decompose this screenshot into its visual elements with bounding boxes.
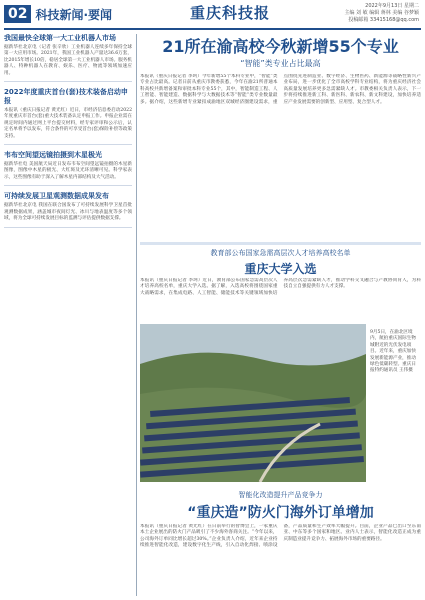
left-column bbox=[4, 34, 132, 596]
left-article bbox=[4, 88, 132, 145]
main-content bbox=[140, 34, 421, 596]
newspaper-masthead: 重庆科技报 bbox=[190, 4, 271, 22]
left-article-body: 据新华社北京电 我国在联合国发布了可持续发展科学卫星首批观测数据成果，涵盖城市夜间灯光、冰川与地表温度等多个领域，将为全球可持续发展目标的监测与评估提供数据支撑。 bbox=[4, 203, 132, 222]
editor-credits: 主编 刘 敏 编辑 蒋林 美编 谷梦颖 bbox=[344, 10, 419, 16]
solar-farm-photo bbox=[140, 324, 366, 482]
header-meta bbox=[299, 3, 419, 24]
section-banner bbox=[140, 242, 421, 245]
third-article-title[interactable]: “重庆造”防火门海外订单增加 bbox=[187, 505, 374, 521]
third-article-body: 本报讯（重庆日报记者 黄光红）在日前举行的智博会上，一家重庆本土企业展出的防火门产品吸引了不少海外客商关注。“今年以来，公司海外订单同比增长超过30%。”企业负责人介绍，近年来企业持续推进智能化改造，建设数字化生产线，引入自动化焊接、喷涂设备，产品质量和生产效率大幅提升。目前，企业产品已出口至东南亚、中东等多个国家和地区。业内人士表示，智能化改造正成为重庆制造业提升竞争力、拓展海外市场的重要路径。 bbox=[140, 524, 421, 549]
left-article bbox=[4, 34, 132, 82]
left-article-body: 据新华社电 美国航天局近日发布韦布空间望远镜拍摄的木星新图像，图像中木星的极光、大红斑及光环清晰可见。科学家表示，这些图像有助于深入了解木星内部结构及大气活动。 bbox=[4, 162, 132, 180]
column-divider bbox=[136, 34, 137, 596]
second-article-kicker: 教育部公布国家急需高层次人才培养高校名单 bbox=[210, 249, 351, 257]
left-article-body: 本报讯（重庆日报记者 黄光红）近日，市经济信息委启动2022年度重庆市首台(套)重大技术装备认定申报工作。申报企业需在规定时间内通过网上平台提交材料，经专家评审和公示后，认定名单将予以发布，符合条件的可享受首台(套)保险补偿等政策支持。 bbox=[4, 108, 132, 139]
lead-article-body: 本报讯（重庆日报记者 李珂）今年新增55个本科专业中，“智能”类专业占比最高。记者日前从重庆市教委获悉，今年在渝21所普通本科高校共新增备案和审批本科专业55个，其中，智能制造工程、人工智能、智能建造、数据科学与大数据技术等“智能”类专业数量最多。据介绍，这些新增专业紧扣成渝地区双城经济圈建设需求，重点围绕先进制造业、数字经济、生物医药、新能源等战略性新兴产业布局，进一步优化了全市高校学科专业结构，将为重庆经济社会高质量发展培养更多急需紧缺人才。市教委相关负责人表示，下一步将持续推进新工科、新医科、新农科、新文科建设，加快培养适应产业发展需要的创新型、应用型、复合型人才。 bbox=[140, 74, 421, 105]
left-article bbox=[4, 151, 132, 186]
lead-article-title[interactable]: 21所在渝高校今秋新增55个专业 bbox=[162, 37, 399, 56]
contact-email: 投稿邮箱 33415168@qq.com bbox=[348, 17, 419, 23]
section-title: 科技新闻·要闻 bbox=[35, 7, 113, 22]
left-article-title[interactable]: 韦布空间望远镜拍摄到木星极光 bbox=[4, 151, 102, 160]
left-article bbox=[4, 192, 132, 227]
left-article-body: 据新华社北京电（记者 张辛欣）工业机器人连续多年保持全球第一大应用市场。2021年，我国工业机器人产量达36.6万套，比2015年增长10倍，稳居全球第一大工业机器人市场。服务机器人、特种机器人在教育、娱乐、医疗、物流等领域加速应用。 bbox=[4, 45, 132, 76]
second-article-title[interactable]: 重庆大学入选 bbox=[244, 262, 317, 276]
left-article-title[interactable]: 可持续发展卫星观测数据成果发布 bbox=[4, 192, 109, 201]
left-article-title[interactable]: 2022年度重庆首台(套)技术装备启动申报 bbox=[4, 88, 128, 106]
page-label bbox=[4, 4, 112, 24]
page-number: 02 bbox=[4, 5, 31, 23]
photo-caption: 9月5日，在渝北区境内，航拍重庆国际生物城附近的光伏发电项目。近年来，重庆加快发展新能源产业，推动绿色低碳转型。重庆日报特约通讯员 王伟摄 bbox=[370, 330, 416, 374]
lead-article-subtitle: “智能”类专业占比最高 bbox=[240, 59, 321, 68]
second-article-body: 本报讯（重庆日报记者 李珂）近日，教育部公布国家急需高层次人才培养高校名单，重庆大学入选。据了解，入选高校将围绕国家重大战略需求，在集成电路、人工智能、储能技术等关键领域加快培养高层次急需紧缺人才，推动学科交叉融合与产教协同育人，为科技自立自强提供有力人才支撑。 bbox=[140, 278, 421, 296]
header-rule bbox=[4, 28, 421, 30]
left-article-title[interactable]: 我国最快全球第一大工业机器人市场 bbox=[4, 34, 116, 42]
issue-date: 2022年9月13日 星期二 bbox=[365, 3, 419, 9]
solar-farm-image bbox=[140, 324, 366, 482]
third-article-kicker: 智能化改造提升产品竞争力 bbox=[238, 491, 323, 499]
